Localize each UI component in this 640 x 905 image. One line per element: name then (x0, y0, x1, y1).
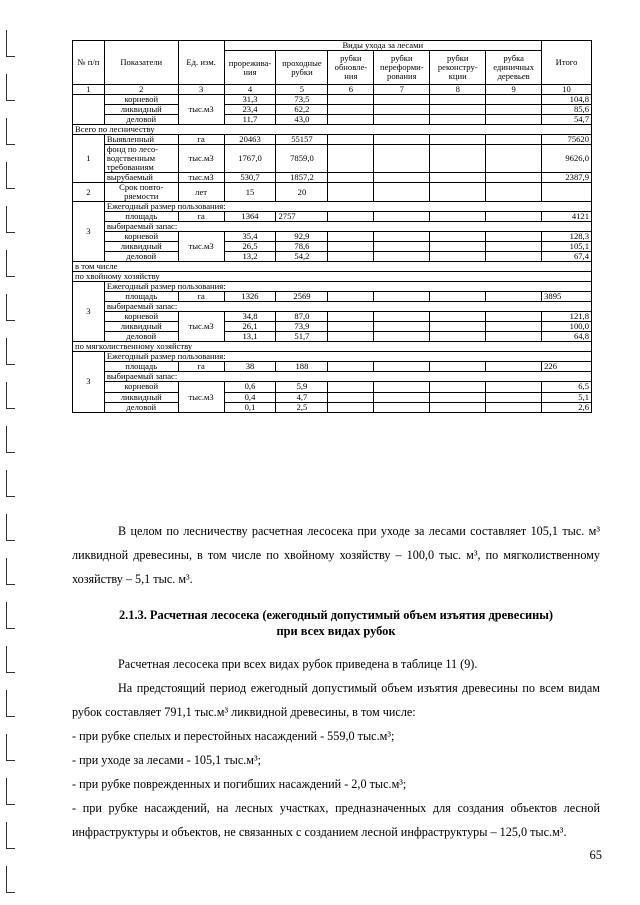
section-row-coniferous: по хвойному хозяйству (73, 272, 592, 282)
header-row (73, 41, 592, 51)
section-heading-line1: 2.1.3. Расчетная лесосека (ежегодный допустимый объем изъятия древесины) (118, 608, 554, 622)
col-num: 1 (73, 85, 105, 95)
col-num: 3 (178, 85, 224, 95)
table-row: 3 Ежегодный размер пользования: (73, 352, 592, 362)
col-num: 5 (276, 85, 328, 95)
table-row: деловой 11,7 43,0 54,7 (73, 115, 592, 125)
forest-care-table (72, 40, 592, 413)
table-row: выбираемый запас: (73, 302, 592, 312)
care-types-group-header: Виды ухода за лесами (224, 41, 542, 51)
intro-paragraph: Расчетная лесосека при всех видах рубок приведена в таблице 11 (9). (118, 657, 478, 671)
table-row: корневой тыс.м3 31,3 73,5 104,8 (73, 95, 592, 105)
col-reconstruction-header: рубки реконстру-кции (430, 51, 486, 85)
column-numbers-row (73, 85, 592, 95)
table-row: выбираемый запас: (73, 222, 592, 232)
table-row: 2 Срок повто-ряемости лет 15 20 (73, 183, 592, 202)
page-number: 65 (589, 848, 602, 862)
table-row: деловой 13,1 51,7 64,8 (73, 332, 592, 342)
section-row-total-forestry: Всего по лесничеству (73, 125, 592, 135)
table-row: корневой тыс.м3 34,8 87,0 121,8 (73, 312, 592, 322)
table-row: выбираемый запас: (73, 372, 592, 382)
col-num: 9 (486, 85, 542, 95)
col-passage-header: проходные рубки (276, 51, 328, 85)
table-row: 1 Выявленный га 20463 55157 75620 (73, 135, 592, 145)
col-num: 7 (374, 85, 430, 95)
col-num: 2 (104, 85, 178, 95)
table-row: ликвидный 23,4 62,2 85,6 (73, 105, 592, 115)
table-row: деловой 13,2 54,2 67,4 (73, 252, 592, 262)
col-total-header: Итого (542, 41, 592, 85)
table-row: ликвидный 26,5 78,6 105,1 (73, 242, 592, 252)
table-row: 3 Ежегодный размер пользования: (73, 282, 592, 292)
col-num: 6 (328, 85, 374, 95)
table-row: ликвидный 0,4 4,7 5,1 (73, 392, 592, 402)
table-row: площадь га 1326 2569 3895 (73, 292, 592, 302)
bullet-mature-stands: - при рубке спелых и перестойных насаждений - 559,0 тыс.м³; (72, 729, 395, 743)
bullet-damaged-stands: - при рубке поврежденных и погибших насаждений - 2,0 тыс.м³; (72, 777, 407, 791)
section-row-including: в том числе (73, 262, 592, 272)
section-heading-line2: при всех видах рубок (276, 624, 396, 638)
col-num: 10 (542, 85, 592, 95)
col-thinning-header: прорежива-ния (224, 51, 276, 85)
col-unit-header: Ед. изм. (178, 41, 224, 85)
col-indicators-header: Показатели (104, 41, 178, 85)
col-num: 8 (430, 85, 486, 95)
bullet-forest-care: - при уходе за лесами - 105,1 тыс.м³; (72, 753, 262, 767)
col-single-trees-header: рубка единичных деревьев (486, 51, 542, 85)
col-renewal-header: рубки обновле-ния (328, 51, 374, 85)
col-reformation-header: рубки переформи-рования (374, 51, 430, 85)
col-num: 4 (224, 85, 276, 95)
table-row: корневой тыс.м3 0,6 5,9 6,5 (73, 382, 592, 392)
table-row: деловой 0,1 2,5 2,6 (73, 402, 592, 412)
section-row-soft-leaved: по мягколиственному хозяйству (73, 342, 592, 352)
volume-paragraph: На предстоящий период ежегодный допустимый объем изъятия древесины по всем видам рубок составляет 791,1 тыс.м³ ликвидной древесины, в том числе: (72, 681, 600, 719)
table-row: площадь га 38 188 226 (73, 362, 592, 372)
table-row: корневой тыс.м3 35,4 92,9 128,3 (73, 232, 592, 242)
bullet-infrastructure: - при рубке насаждений, на лесных участках, предназначенных для создания объектов лесной инфраструктуры и объектов, не связанных с созданием лесной инфраструктуры – 125,0 тыс.м³. (72, 801, 600, 839)
summary-paragraph: В целом по лесничеству расчетная лесосека при уходе за лесами составляет 105,1 тыс. м³ ликвидной древесины, в том числе по хвойному хозяйству – 100,0 тыс. м³, по мягколиственному хозяйству – 5,1 тыс. м³. (72, 524, 600, 586)
table-row: 3 Ежегодный размер пользования: (73, 202, 592, 212)
table-row: фонд по лесо-водственным требованиям тыс.м3 1767,0 7859,0 9626,0 (73, 145, 592, 173)
table-row: вырубаемый тыс.м3 530,7 1857,2 2387,9 (73, 173, 592, 183)
col-no-header: № п/п (73, 41, 105, 85)
table-row: площадь га 1364 2757 4121 (73, 212, 592, 222)
table-row: ликвидный 26,1 73,9 100,0 (73, 322, 592, 332)
